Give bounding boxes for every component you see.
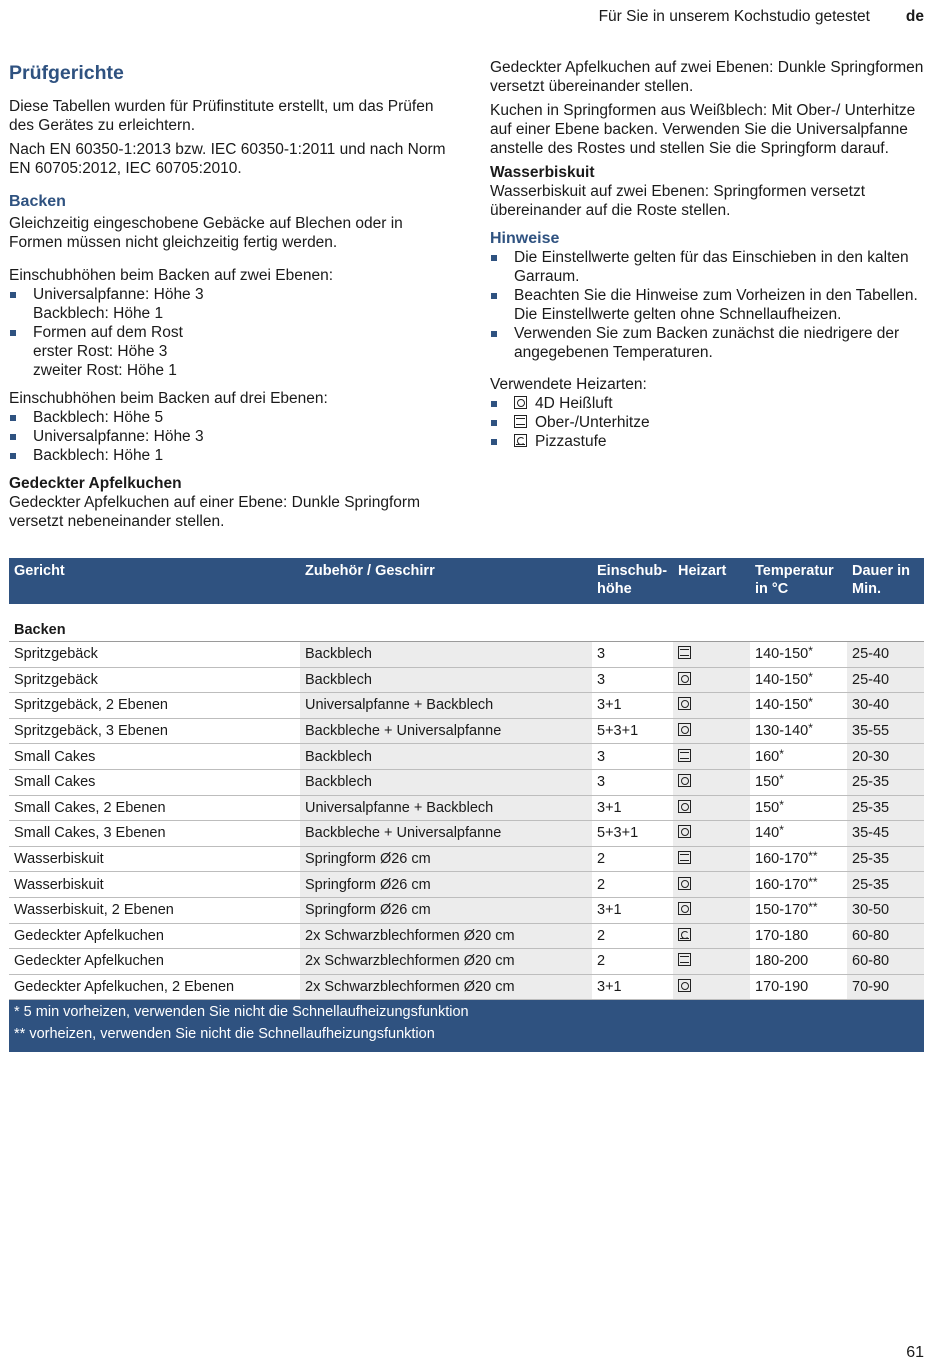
cell-hoehe: 3+1	[592, 897, 673, 923]
intro-paragraph: Diese Tabellen wurden für Prüfinstitute erstellt, um das Prüfen des Gerätes zu erleichtern.	[9, 98, 434, 134]
cell-dauer: 25-35	[847, 795, 924, 821]
bullet-icon	[491, 420, 497, 426]
cell-zubehoer: Backblech	[300, 769, 592, 795]
footnote-mark: *	[779, 797, 784, 812]
cell-temperatur	[750, 872, 847, 898]
heizarten-title: Verwendete Heizarten:	[490, 376, 647, 393]
cell-hoehe: 2	[592, 923, 673, 949]
temperature-value: 150	[755, 774, 780, 791]
cell-temperatur	[750, 744, 847, 770]
cell-heizart	[673, 718, 750, 744]
right-column	[490, 58, 930, 451]
cell-gericht: Spritzgebäck	[9, 667, 300, 693]
top-bottom-heat-icon	[678, 851, 691, 864]
temperature-value: 180-200	[755, 953, 809, 970]
bullet-icon	[10, 453, 16, 459]
col-hoehe: Einschub- höhe	[592, 558, 673, 604]
two-levels-list	[9, 285, 459, 380]
hinweise-list	[490, 248, 930, 362]
cell-temperatur	[750, 642, 847, 668]
cell-dauer: 60-80	[847, 949, 924, 975]
cell-zubehoer: Springform Ø26 cm	[300, 897, 592, 923]
kuchen-text: Kuchen in Springformen aus Weißblech: Mit Ober-/ Unterhitze auf einer Ebene backen. Verwenden Sie die Universalpfanne anstelle des Rostes und stellen Sie die Springform darauf.	[490, 102, 916, 157]
list-item: Universalpfanne: Höhe 3 Backblech: Höhe 1	[9, 285, 459, 323]
pizza-icon	[514, 434, 527, 447]
top-bottom-heat-icon	[678, 953, 691, 966]
cell-temperatur	[750, 795, 847, 821]
table-row	[9, 769, 924, 795]
cell-dauer: 25-35	[847, 846, 924, 872]
fan-icon	[678, 825, 691, 838]
bullet-icon	[10, 434, 16, 440]
list-item: Verwenden Sie zum Backen zunächst die niedrigere der angegebenen Temperaturen.	[490, 324, 930, 362]
three-levels-title: Einschubhöhen beim Backen auf drei Ebenen:	[9, 390, 328, 407]
cell-heizart	[673, 795, 750, 821]
cell-gericht: Small Cakes	[9, 744, 300, 770]
temperature-value: 140	[755, 825, 780, 842]
footnote-mark: *	[808, 721, 813, 736]
footnote-mark: *	[779, 772, 784, 787]
cell-dauer: 30-50	[847, 897, 924, 923]
cell-temperatur	[750, 769, 847, 795]
fan-icon	[678, 697, 691, 710]
cell-hoehe: 2	[592, 846, 673, 872]
bullet-icon	[10, 330, 16, 336]
cell-dauer: 25-35	[847, 872, 924, 898]
list-item: Formen auf dem Rost erster Rost: Höhe 3 zweiter Rost: Höhe 1	[9, 323, 459, 380]
fan-icon	[678, 877, 691, 890]
cell-zubehoer: Universalpfanne + Backblech	[300, 795, 592, 821]
top-bottom-heat-icon	[678, 646, 691, 659]
cell-heizart	[673, 821, 750, 847]
cell-temperatur	[750, 821, 847, 847]
cell-gericht: Small Cakes, 3 Ebenen	[9, 821, 300, 847]
footnote-mark: **	[808, 849, 818, 864]
footnote-row	[9, 1000, 924, 1025]
cell-temperatur	[750, 949, 847, 975]
cell-dauer: 25-40	[847, 667, 924, 693]
temperature-value: 140-150	[755, 697, 809, 714]
cell-dauer: 70-90	[847, 974, 924, 1000]
header-title: Für Sie in unserem Kochstudio getestet	[598, 8, 870, 25]
cell-heizart	[673, 693, 750, 719]
cell-zubehoer: Universalpfanne + Backblech	[300, 693, 592, 719]
cell-gericht: Wasserbiskuit	[9, 846, 300, 872]
fan-icon	[678, 672, 691, 685]
page-title: Prüfgerichte	[9, 62, 124, 84]
bullet-icon	[491, 439, 497, 445]
cell-hoehe: 3	[592, 667, 673, 693]
table-row	[9, 923, 924, 949]
list-item: Backblech: Höhe 5	[9, 408, 459, 427]
cell-hoehe: 5+3+1	[592, 821, 673, 847]
cell-hoehe: 3+1	[592, 974, 673, 1000]
list-item: Pizzastufe	[490, 432, 930, 451]
cell-heizart	[673, 769, 750, 795]
col-gericht: Gericht	[9, 558, 300, 604]
top-bottom-heat-icon	[514, 415, 527, 428]
table-row	[9, 693, 924, 719]
footnote-mark: *	[779, 823, 784, 838]
table-row	[9, 718, 924, 744]
backen-heading: Backen	[9, 193, 66, 210]
temperature-value: 160-170	[755, 876, 809, 893]
top-bottom-heat-icon	[678, 749, 691, 762]
table-row	[9, 872, 924, 898]
wasser-heading: Wasserbiskuit	[490, 164, 595, 181]
cell-gericht: Spritzgebäck, 3 Ebenen	[9, 718, 300, 744]
fan-icon	[678, 902, 691, 915]
cell-zubehoer: Backbleche + Universalpfanne	[300, 821, 592, 847]
cell-gericht: Gedeckter Apfelkuchen	[9, 923, 300, 949]
col-dauer: Dauer in Min.	[847, 558, 924, 604]
apfel-text-2: Gedeckter Apfelkuchen auf zwei Ebenen: Dunkle Springformen versetzt übereinander stellen.	[490, 59, 924, 95]
pizza-icon	[678, 928, 691, 941]
table-row	[9, 795, 924, 821]
temperature-value: 170-190	[755, 979, 809, 996]
fan-icon	[514, 396, 527, 409]
temperature-value: 170-180	[755, 927, 809, 944]
list-item: Universalpfanne: Höhe 3	[9, 427, 459, 446]
wasser-text: Wasserbiskuit auf zwei Ebenen: Springformen versetzt übereinander auf die Roste stellen.	[490, 183, 866, 219]
bullet-icon	[491, 255, 497, 261]
fan-icon	[678, 979, 691, 992]
cell-dauer: 20-30	[847, 744, 924, 770]
list-item: Die Einstellwerte gelten für das Einschieben in den kalten Garraum.	[490, 248, 930, 286]
table-row	[9, 897, 924, 923]
temperature-value: 130-140	[755, 723, 809, 740]
cell-hoehe: 2	[592, 949, 673, 975]
cell-zubehoer: 2x Schwarzblechformen Ø20 cm	[300, 974, 592, 1000]
apfel-heading: Gedeckter Apfelkuchen	[9, 475, 182, 492]
cell-zubehoer: 2x Schwarzblechformen Ø20 cm	[300, 949, 592, 975]
footnote-mark: **	[808, 874, 818, 889]
cell-heizart	[673, 667, 750, 693]
footnote-mark: *	[808, 695, 813, 710]
cell-zubehoer: Springform Ø26 cm	[300, 872, 592, 898]
temperature-value: 160	[755, 748, 780, 765]
cell-dauer: 60-80	[847, 923, 924, 949]
cell-hoehe: 3+1	[592, 795, 673, 821]
section-label: Backen	[9, 604, 924, 642]
left-column	[9, 58, 459, 536]
cell-hoehe: 3	[592, 642, 673, 668]
cell-zubehoer: Backblech	[300, 744, 592, 770]
hinweise-heading: Hinweise	[490, 230, 560, 247]
footnote-row	[9, 1024, 924, 1052]
bullet-icon	[10, 415, 16, 421]
page-header	[0, 8, 950, 30]
cell-hoehe: 3	[592, 744, 673, 770]
three-levels-list	[9, 408, 459, 465]
cell-hoehe: 3	[592, 769, 673, 795]
test-dishes-table	[9, 558, 924, 1052]
footnote-mark: *	[779, 746, 784, 761]
cell-heizart	[673, 923, 750, 949]
cell-zubehoer: Backblech	[300, 667, 592, 693]
cell-gericht: Spritzgebäck, 2 Ebenen	[9, 693, 300, 719]
cell-hoehe: 5+3+1	[592, 718, 673, 744]
temperature-value: 150	[755, 799, 780, 816]
cell-dauer: 35-55	[847, 718, 924, 744]
header-language: de	[905, 8, 924, 25]
heizarten-list	[490, 394, 930, 451]
two-levels-title: Einschubhöhen beim Backen auf zwei Ebenen:	[9, 267, 333, 284]
cell-temperatur	[750, 667, 847, 693]
footnote-mark: **	[808, 900, 818, 915]
table-row	[9, 642, 924, 668]
cell-heizart	[673, 974, 750, 1000]
table-row	[9, 667, 924, 693]
temperature-value: 140-150	[755, 671, 809, 688]
temperature-value: 160-170	[755, 851, 809, 868]
footnote-mark: *	[808, 644, 813, 659]
list-item: Beachten Sie die Hinweise zum Vorheizen in den Tabellen. Die Einstellwerte gelten ohne Schnellaufheizen.	[490, 286, 930, 324]
footnote: * 5 min vorheizen, verwenden Sie nicht die Schnellaufheizungsfunktion	[9, 1000, 924, 1025]
cell-temperatur	[750, 974, 847, 1000]
cell-heizart	[673, 642, 750, 668]
cell-gericht: Wasserbiskuit	[9, 872, 300, 898]
table-row	[9, 974, 924, 1000]
table-row	[9, 821, 924, 847]
section-row	[9, 604, 924, 642]
backen-text: Gleichzeitig eingeschobene Gebäcke auf Blechen oder in Formen müssen nicht gleichzeitig fertig werden.	[9, 215, 403, 251]
cell-gericht: Small Cakes	[9, 769, 300, 795]
footnote: ** vorheizen, verwenden Sie nicht die Schnellaufheizungsfunktion	[9, 1024, 924, 1052]
cell-dauer: 25-35	[847, 769, 924, 795]
cell-heizart	[673, 949, 750, 975]
cell-zubehoer: Backbleche + Universalpfanne	[300, 718, 592, 744]
cell-gericht: Small Cakes, 2 Ebenen	[9, 795, 300, 821]
temperature-value: 150-170	[755, 902, 809, 919]
bullet-icon	[491, 293, 497, 299]
list-item: Backblech: Höhe 1	[9, 446, 459, 465]
cell-heizart	[673, 872, 750, 898]
cell-heizart	[673, 897, 750, 923]
cell-gericht: Gedeckter Apfelkuchen	[9, 949, 300, 975]
list-item: Ober-/Unterhitze	[490, 413, 930, 432]
cell-heizart	[673, 744, 750, 770]
cell-temperatur	[750, 693, 847, 719]
footnote-mark: *	[808, 669, 813, 684]
col-heizart: Heizart	[673, 558, 750, 604]
cell-zubehoer: Backblech	[300, 642, 592, 668]
col-temperatur: Temperatur in °C	[750, 558, 847, 604]
cell-temperatur	[750, 718, 847, 744]
list-item: 4D Heißluft	[490, 394, 930, 413]
page-number: 61	[906, 1344, 924, 1361]
table-row	[9, 846, 924, 872]
cell-gericht: Spritzgebäck	[9, 642, 300, 668]
bullet-icon	[491, 401, 497, 407]
col-zubehoer: Zubehör / Geschirr	[300, 558, 592, 604]
temperature-value: 140-150	[755, 646, 809, 663]
cell-temperatur	[750, 846, 847, 872]
cell-zubehoer: Springform Ø26 cm	[300, 846, 592, 872]
fan-icon	[678, 774, 691, 787]
cell-dauer: 25-40	[847, 642, 924, 668]
table-header-row	[9, 558, 924, 604]
cell-heizart	[673, 846, 750, 872]
cell-hoehe: 2	[592, 872, 673, 898]
cell-gericht: Wasserbiskuit, 2 Ebenen	[9, 897, 300, 923]
norm-paragraph: Nach EN 60350-1:2013 bzw. IEC 60350-1:2011 und nach Norm EN 60705:2012, IEC 60705:2010.	[9, 141, 446, 177]
cell-temperatur	[750, 897, 847, 923]
cell-gericht: Gedeckter Apfelkuchen, 2 Ebenen	[9, 974, 300, 1000]
cell-dauer: 35-45	[847, 821, 924, 847]
cell-dauer: 30-40	[847, 693, 924, 719]
cell-temperatur	[750, 923, 847, 949]
bullet-icon	[10, 292, 16, 298]
table-row	[9, 744, 924, 770]
cell-zubehoer: 2x Schwarzblechformen Ø20 cm	[300, 923, 592, 949]
fan-icon	[678, 723, 691, 736]
table-row	[9, 949, 924, 975]
cell-hoehe: 3+1	[592, 693, 673, 719]
bullet-icon	[491, 331, 497, 337]
fan-icon	[678, 800, 691, 813]
apfel-text: Gedeckter Apfelkuchen auf einer Ebene: Dunkle Springform versetzt nebeneinander stellen.	[9, 494, 420, 530]
